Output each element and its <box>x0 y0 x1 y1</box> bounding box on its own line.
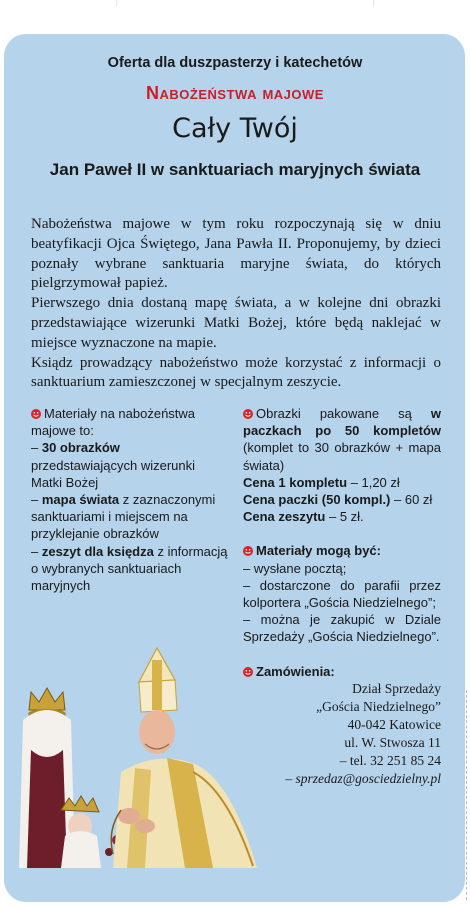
crop-mark: | <box>372 0 377 7</box>
materials-item: – zeszyt dla księdza z informacją o wybranych sanktuariach maryjnych <box>31 543 228 594</box>
smiley-bullet-icon <box>31 409 41 419</box>
offer-heading: Nabożeństwa majowe <box>146 83 324 103</box>
smiley-bullet-icon <box>243 409 253 419</box>
address-line: „Gościa Niedzielnego” <box>316 698 441 714</box>
intro-text <box>31 215 441 393</box>
packaging-info: Obrazki pakowane są w paczkach po 50 kompletów (komplet to 30 obrazków + mapa świata) <box>243 406 441 473</box>
delivery-option: – dostarczone do parafii przez kolportera „Gościa Niedzielnego”; <box>243 577 441 611</box>
pope-photo <box>17 640 279 868</box>
intro-paragraph: Pierwszego dnia dostaną mapę świata, a w kolejne dni obrazki przedstawiające wizerunki Matki Bożej, które będą naklejać w miejsce wyznaczone na mapie. <box>31 295 441 351</box>
cut-line <box>466 690 469 900</box>
phone-number: – tel. 32 251 85 24 <box>339 752 441 768</box>
address-line: ul. W. Stwosza 11 <box>344 734 441 750</box>
price-row: Cena paczki (50 kompl.) – 60 zł <box>243 492 433 508</box>
materials-item: – mapa świata z zaznaczonymi sanktuariami i miejscem na przyklejanie obrazków <box>31 492 216 542</box>
materials-title: Materiały na nabożeństwa majowe to: <box>31 406 196 439</box>
crop-mark: | <box>115 0 120 7</box>
price-row: Cena zeszytu – 5 zł. <box>243 509 364 525</box>
orders-title: Zamówienia: <box>243 663 441 680</box>
delivery-title: Materiały mogą być: <box>243 542 441 559</box>
intro-paragraph: Nabożeństwa majowe w tym roku rozpoczynają się w dniu beatyfikacji Ojca Świętego, Jana Pawła II. Proponujemy, by dzieci poznały wybrane sanktuaria maryjne świata, do których pielgrzymował papież. <box>31 216 441 292</box>
address-line: Dział Sprzedaży <box>352 680 441 696</box>
offer-kicker: Oferta dla duszpasterzy i katechetów <box>107 55 363 71</box>
delivery-option: – wysłane pocztą; <box>243 560 347 576</box>
delivery-option: – można je zakupić w Dziale Sprzedaży „Gościa Niedzielnego”. <box>243 612 441 645</box>
smiley-bullet-icon <box>243 546 253 556</box>
materials-column <box>31 405 229 594</box>
materials-item: – 30 obrazków przedstawiających wizerunki Matki Bożej <box>31 440 196 490</box>
address-line: 40-042 Katowice <box>347 716 441 732</box>
price-row: Cena 1 kompletu – 1,20 zł <box>243 474 400 490</box>
email-address[interactable]: – sprzedaz@gosciedzielny.pl <box>285 770 441 786</box>
top-margin <box>0 0 470 30</box>
offer-subtitle: Jan Paweł II w sanktuariach maryjnych świata <box>49 160 421 179</box>
intro-paragraph: Ksiądz prowadzący nabożeństwo może korzystać z informacji o sanktuarium zamieszczonej w specjalnym zeszycie. <box>31 354 441 391</box>
offer-title: Cały Twój <box>172 113 298 144</box>
